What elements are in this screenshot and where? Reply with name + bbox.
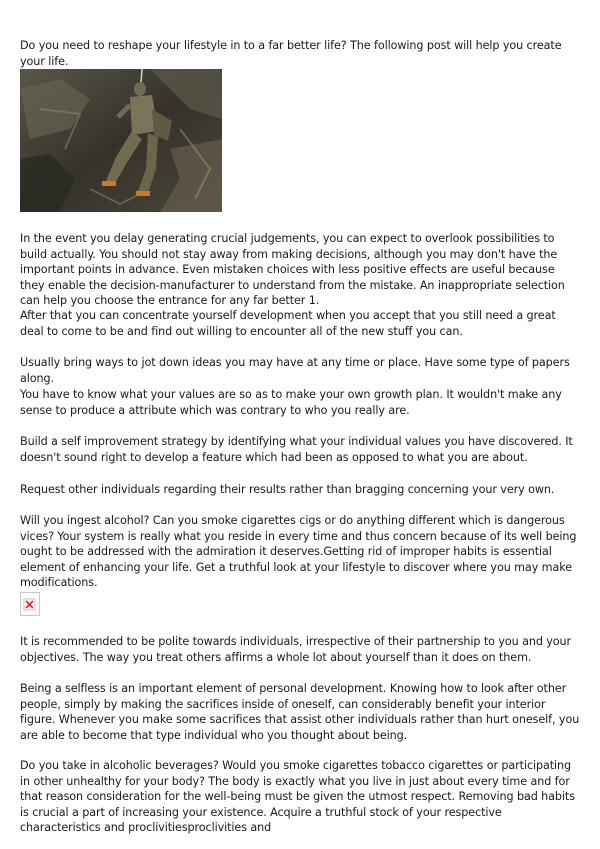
- paragraph: After that you can concentrate yourself development when you accept that you still need a great deal to come to be and find out willing to encounter all of the new stuff you can.: [20, 309, 556, 338]
- paragraph: Being a selfless is an important element of personal development. Knowing how to look after other people, simply by making the sacrifices inside of oneself, can considerably benefit your interior figure. Whenever you make some sacrifices that assist other individuals rather than hurt oneself, you are able to become that type individual who you thought about being.: [20, 682, 580, 742]
- climber-photo: [20, 69, 222, 212]
- broken-image-placeholder: [20, 592, 40, 616]
- paragraph: Do you take in alcoholic beverages? Would you smoke cigarettes tobacco cigarettes or participating in other unhealthy for your body? The body is exactly what you live in just about every time and for that reason consideration for the well-being must be given the utmost respect. Removing bad habits is crucial a part of increasing your existence. Acquire a truthful stock of your respective characteristics and proclivitiesproclivities and: [20, 759, 575, 835]
- paragraph: In the event you delay generating crucial judgements, you can expect to overlook possibilities to build actually. You should not stay away from making decisions, although you may don't have the important points in advance. Even mistaken choices with less positive effects are useful because they enable the decision-manufacturer to understand from the mistake. An inappropriate selection can help you choose the entrance for any far better 1.: [20, 232, 565, 308]
- paragraph: Will you ingest alcohol? Can you smoke cigarettes cigs or do anything different which is dangerous vices? Your system is really what you reside in every time and thus concern because of its well being ought to be addressed with the admiration it deserves.Getting rid of improper habits is essential element of enhancing your life. Get a truthful look at your lifestyle to discover where you may make modifications.: [20, 514, 577, 590]
- paragraph: Usually bring ways to jot down ideas you may have at any time or place. Have some type of papers along.: [20, 356, 570, 385]
- paragraph: Request other individuals regarding their results rather than bragging concerning your very own.: [20, 483, 555, 496]
- paragraph: It is recommended to be polite towards individuals, irrespective of their partnership to you and your objectives. The way you treat others affirms a whole lot about yourself than it does on them.: [20, 635, 572, 664]
- paragraph: You have to know what your values are so as to make your own growth plan. It wouldn't make any sense to produce a attribute which was contrary to who you really are.: [20, 388, 562, 417]
- broken-image-icon: [21, 593, 39, 615]
- paragraph: Build a self improvement strategy by identifying what your individual values you have discovered. It doesn't sound right to develop a feature which had been as opposed to what you are about.: [20, 435, 573, 464]
- intro-paragraph: Do you need to reshape your lifestyle in to a far better life? The following post will help you create your life.: [20, 39, 562, 68]
